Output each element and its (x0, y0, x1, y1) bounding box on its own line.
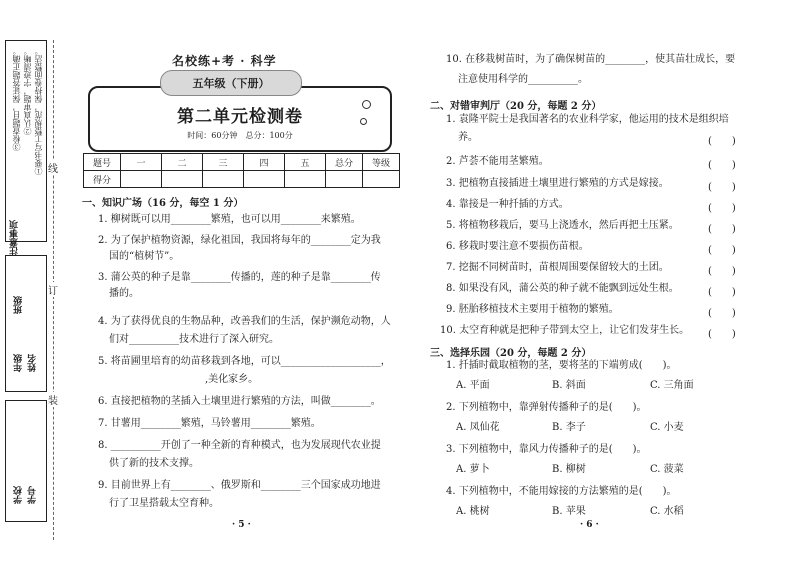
choice-option[interactable]: A. 桃树 (456, 506, 490, 517)
bind-char-zhuang: 装 (48, 392, 58, 407)
judge-line: 5. 将植物移栽后，要马上浇透水，然后再把土压紧。 (446, 220, 679, 231)
question-line: 8. __________开创了一种全新的育种模式，也为发展现代农业提 (98, 440, 381, 451)
answer-paren[interactable]: ( ) (708, 287, 736, 298)
question-line: 供了新的技术支撑。 (109, 458, 199, 469)
choice-option[interactable]: C. 三角面 (650, 380, 694, 391)
answer-paren[interactable]: ( ) (708, 182, 736, 193)
question-line: 注意使用科学的__________。 (458, 74, 588, 85)
question-line: 4. 为了获得优良的生物品种，改善我们的生活，保护濒危动物，人 (98, 316, 391, 327)
question-line: 7. 甘薯用________繁殖，马铃薯用________繁殖。 (98, 418, 321, 429)
notes-tag: 注意事项 (10, 220, 20, 256)
choice-option[interactable]: C. 水稻 (650, 506, 684, 517)
note-2: ②认真审题，字迹清晰。 (23, 47, 32, 135)
question-line: 行了卫星搭载太空育种。 (109, 498, 219, 509)
choice-question: 2. 下列植物中，靠弹射传播种子的是( )。 (446, 402, 647, 413)
choice-option[interactable]: B. 柳树 (552, 464, 586, 475)
section-3-heading: 三、选择乐园（20 分，每题 2 分） (430, 348, 592, 359)
field-grade: 年级 (14, 354, 24, 372)
table-score-row (84, 171, 400, 188)
choice-option[interactable]: B. 苹果 (552, 506, 586, 517)
judge-line: 7. 挖掘不同树苗时，苗根周围要保留较大的土团。 (446, 262, 669, 273)
table-header-cell: 三 (203, 154, 244, 171)
page-number-right: · 6 · (580, 520, 599, 530)
brand-header: 名校练+考 · 科学 (172, 54, 277, 68)
judge-line: 4. 靠接是一种扦插的方式。 (446, 199, 569, 210)
table-header-cell: 五 (285, 154, 326, 171)
table-header-cell: 题号 (84, 154, 121, 171)
choice-option[interactable]: C. 小麦 (650, 422, 684, 433)
question-line: 6. 直接把植物的茎插入土壤里进行繁殖的方法，叫做________。 (98, 396, 381, 407)
answer-paren[interactable]: ( ) (708, 160, 736, 171)
table-header-cell: 四 (244, 154, 285, 171)
choice-question: 4. 下列植物中，不能用嫁接的方法繁殖的是( )。 (446, 486, 677, 497)
table-header-row (84, 154, 400, 171)
answer-paren[interactable]: ( ) (708, 329, 736, 340)
answer-paren[interactable]: ( ) (708, 203, 736, 214)
choice-option[interactable]: B. 斜面 (552, 380, 586, 391)
note-1: ①要书写工整规范，保持卷面整洁。 (34, 47, 43, 175)
answer-paren[interactable]: ( ) (708, 245, 736, 256)
section-1-heading: 一、知识广场（16 分，每空 1 分） (82, 198, 244, 209)
judge-line: 6. 移栽时要注意不要损伤苗根。 (446, 241, 589, 252)
question-line: 播的。 (109, 288, 139, 299)
exam-title: 第二单元检测卷 (177, 107, 303, 127)
note-3: ③检查题目，保证答题正确。 (12, 47, 21, 151)
choice-option[interactable]: A. 凤仙花 (456, 422, 500, 433)
score-table (83, 153, 400, 188)
grade-label: 五年级（下册） (192, 77, 270, 90)
school-info-box (5, 400, 47, 522)
question-line: 9. 目前世界上有________、俄罗斯和________三个国家成功地进 (98, 480, 381, 491)
question-line: 1. 柳树既可以用________繁殖，也可以用________来繁殖。 (98, 214, 361, 225)
judge-line: 3. 把植物直接插进土壤里进行繁殖的方式是嫁接。 (446, 178, 669, 189)
score-cell[interactable] (121, 171, 162, 188)
judge-line: 10. 太空育种就是把种子带到太空上，让它们发芽生长。 (440, 325, 690, 336)
choice-question: 1. 扦插时截取植物的茎，要将茎的下端剪成( )。 (446, 360, 677, 371)
score-cell[interactable] (203, 171, 244, 188)
page-number-left: · 5 · (232, 520, 251, 530)
choice-option[interactable]: A. 萝卜 (456, 464, 490, 475)
grade-pill (160, 70, 302, 96)
score-cell[interactable] (244, 171, 285, 188)
score-cell[interactable] (162, 171, 203, 188)
answer-paren[interactable]: ( ) (708, 308, 736, 319)
answer-paren[interactable]: ( ) (708, 224, 736, 235)
section-2-heading: 二、对错审判厅（20 分，每题 2 分） (430, 101, 602, 112)
question-line: 国的“植树节”。 (109, 251, 180, 262)
table-header-cell: 等级 (363, 154, 400, 171)
table-header-cell: 总分 (326, 154, 363, 171)
decoration-dot-icon (360, 118, 367, 125)
bind-char-ding: 订 (48, 282, 58, 297)
answer-paren[interactable]: ( ) (708, 266, 736, 277)
judge-line: 8. 如果没有风，蒲公英的种子就不能飘到远处生根。 (446, 283, 679, 294)
choice-option[interactable]: B. 李子 (552, 422, 586, 433)
exam-subtitle: 时间：60分钟 总分：100分 (187, 131, 293, 140)
bind-char-xian: 线 (48, 160, 58, 175)
question-line: ,美化家乡。 (205, 374, 259, 385)
field-student-id: 学号 (28, 486, 38, 504)
question-line: 5. 将苗圃里培育的幼苗移栽到各地，可以____________________， (98, 356, 391, 367)
question-line: 10. 在移栽树苗时，为了确保树苗的________，使其苗壮成长，要 (446, 54, 736, 65)
judge-line: 9. 胚胎移植技术主要用于植物的繁殖。 (446, 304, 619, 315)
question-line: 们对__________技术进行了深入研究。 (109, 334, 279, 345)
choice-option[interactable]: C. 菠菜 (650, 464, 684, 475)
table-header-cell: 二 (162, 154, 203, 171)
score-cell[interactable] (326, 171, 363, 188)
field-school: 学校 (14, 486, 24, 504)
answer-paren[interactable]: ( ) (708, 136, 736, 147)
field-name: 姓名 (28, 354, 38, 372)
notes-box (5, 40, 47, 242)
student-info-box (5, 255, 47, 392)
judge-line: 1. 袁隆平院士是我国著名的农业科学家，他运用的技术是组织培 (446, 114, 729, 125)
choice-question: 3. 下列植物中，靠风力传播种子的是( )。 (446, 444, 647, 455)
table-header-cell: 一 (121, 154, 162, 171)
choice-option[interactable]: A. 平面 (456, 380, 490, 391)
judge-line: 养。 (458, 132, 478, 143)
field-class: 班级 (14, 296, 24, 314)
score-cell[interactable] (363, 171, 400, 188)
score-cell[interactable] (285, 171, 326, 188)
judge-line: 2. 芦荟不能用茎繁殖。 (446, 156, 549, 167)
question-line: 3. 蒲公英的种子是靠________传播的，莲的种子是靠________传 (98, 272, 381, 283)
table-row-label: 得分 (84, 171, 121, 188)
decoration-circle-icon (362, 100, 371, 109)
question-line: 2. 为了保护植物资源，绿化祖国，我国将每年的________定为我 (98, 235, 381, 246)
binding-sidebar (0, 0, 58, 566)
